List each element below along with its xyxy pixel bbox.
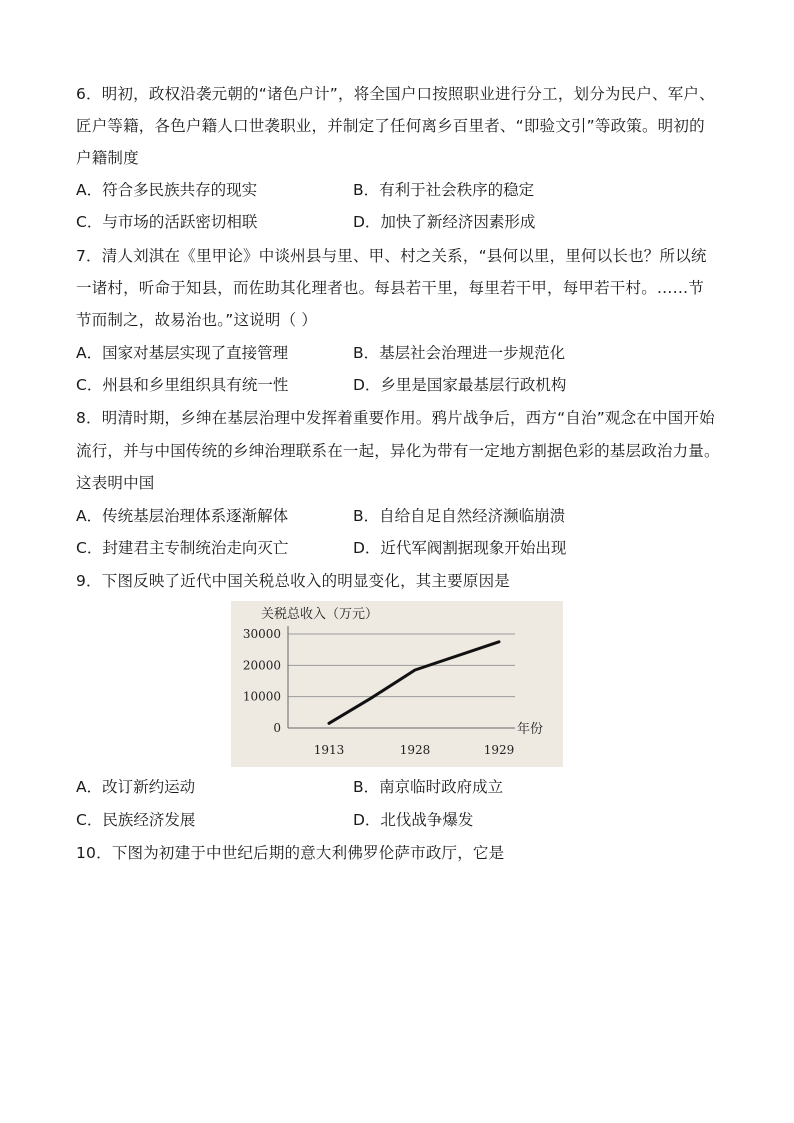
q8-stem-line-3: 这表明中国 — [76, 474, 155, 492]
q9-option-b[interactable]: B．南京临时政府成立 — [353, 778, 504, 796]
q7-stem-line-3: 节而制之，故易治也。”这说明（ ） — [76, 311, 318, 329]
x-tick-label-1929: 1929 — [483, 743, 515, 757]
q8-stem-line-1: 8．明清时期，乡绅在基层治理中发挥着重要作用。鸦片战争后，西方“自治”观念在中国开始 — [76, 409, 715, 427]
x-tick-label-1913: 1913 — [313, 743, 345, 757]
series-line-0 — [329, 642, 499, 724]
q9-option-a[interactable]: A．改订新约运动 — [76, 778, 196, 796]
q6-option-c[interactable]: C．与市场的活跃密切相联 — [76, 213, 258, 231]
q9-option-d[interactable]: D．北伐战争爆发 — [353, 811, 474, 829]
q7-option-c[interactable]: C．州县和乡里组织具有统一性 — [76, 376, 289, 394]
q8-option-b[interactable]: B．自给自足自然经济濒临崩溃 — [353, 507, 566, 525]
tariff-chart-svg — [231, 601, 563, 767]
q8-option-d[interactable]: D．近代军阀割据现象开始出现 — [353, 539, 567, 557]
q7-option-d[interactable]: D．乡里是国家最基层行政机构 — [353, 376, 567, 394]
y-tick-label-20000: 20000 — [242, 658, 281, 673]
q6-stem-line-1: 6．明初，政权沿袭元朝的“诸色户计”，将全国户口按照职业进行分工，划分为民户、军户、 — [76, 85, 715, 103]
q8-option-c[interactable]: C．封建君主专制统治走向灭亡 — [76, 539, 289, 557]
q9-stem-line-1: 9．下图反映了近代中国关税总收入的明显变化，其主要原因是 — [76, 572, 510, 590]
q7-option-b[interactable]: B．基层社会治理进一步规范化 — [353, 344, 566, 362]
y-tick-label-10000: 10000 — [242, 689, 281, 704]
q7-stem-line-2: 一诸村，听命于知县，而佐助其化理者也。每县若干里，每里若干甲，每甲若干村。……节 — [76, 279, 705, 297]
x-tick-label-1928: 1928 — [399, 743, 431, 757]
q6-option-d[interactable]: D．加快了新经济因素形成 — [353, 213, 536, 231]
q7-option-a[interactable]: A．国家对基层实现了直接管理 — [76, 344, 289, 362]
q7-stem-line-1: 7．清人刘淇在《里甲论》中谈州县与里、甲、村之关系，“县何以里，里何以长也？所以统 — [76, 247, 707, 265]
chart-x-axis-label: 年份 — [517, 722, 544, 737]
q9-option-c[interactable]: C．民族经济发展 — [76, 811, 196, 829]
q6-stem-line-2: 匠户等籍，各色户籍人口世袭职业，并制定了任何离乡百里者、“即验文引”等政策。明初的 — [76, 117, 705, 135]
y-tick-label-30000: 30000 — [242, 627, 281, 641]
q8-stem-line-2: 流行，并与中国传统的乡绅治理联系在一起，异化为带有一定地方割据色彩的基层政治力量。 — [76, 442, 720, 460]
chart-title: 关税总收入（万元） — [261, 607, 379, 622]
y-tick-label-0: 0 — [273, 721, 281, 735]
q6-option-b[interactable]: B．有利于社会秩序的稳定 — [353, 181, 535, 199]
tariff-revenue-chart — [231, 601, 563, 767]
q10-stem-line-1: 10．下图为初建于中世纪后期的意大利佛罗伦萨市政厅，它是 — [76, 844, 505, 862]
q8-option-a[interactable]: A．传统基层治理体系逐渐解体 — [76, 507, 289, 525]
q6-option-a[interactable]: A．符合多民族共存的现实 — [76, 181, 258, 199]
q6-stem-line-3: 户籍制度 — [76, 149, 139, 167]
